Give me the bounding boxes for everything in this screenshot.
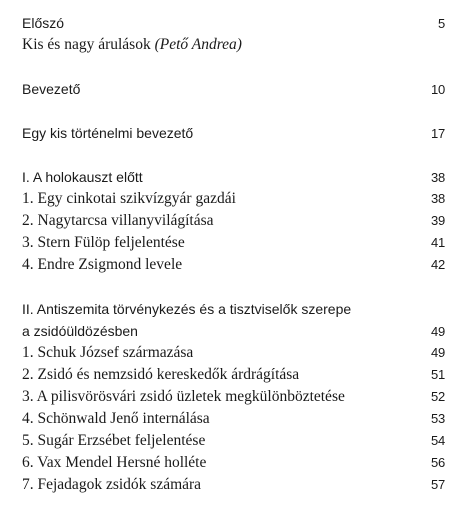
toc-entry-eloszo-subtitle [22, 34, 445, 56]
toc-page-number: 42 [430, 257, 445, 272]
toc-item [22, 254, 445, 276]
toc-item-title: 4. Endre Zsigmond levele [22, 256, 183, 273]
toc-page-number: 49 [430, 324, 445, 339]
toc-subtitle-text: Kis és nagy árulások [22, 36, 155, 53]
toc-page-number: 5 [437, 16, 445, 31]
toc-page-number: 17 [430, 126, 445, 141]
toc-page-number: 41 [430, 235, 445, 250]
toc-entry-title: Bevezető [22, 81, 81, 97]
toc-item-title: 2. Nagytarcsa villanyvilágítása [22, 212, 214, 229]
toc-entry-title: Előszó [22, 15, 65, 31]
table-of-contents [22, 12, 445, 496]
toc-page-number: 53 [430, 411, 445, 426]
toc-part-2-heading-line-2 [22, 320, 445, 342]
toc-subtitle [22, 34, 242, 56]
toc-entry-bevezeto [22, 78, 445, 100]
toc-page-number: 10 [430, 82, 445, 97]
toc-page-number: 49 [430, 345, 445, 360]
toc-item [22, 210, 445, 232]
toc-page-number: 39 [430, 213, 445, 228]
toc-item [22, 188, 445, 210]
toc-item [22, 452, 445, 474]
toc-subtitle-author: (Pető Andrea) [154, 36, 242, 53]
toc-item [22, 342, 445, 364]
toc-part-title: I. A holokauszt előtt [22, 169, 143, 185]
toc-part-title-continued: a zsidóüldözésben [22, 323, 138, 339]
toc-item [22, 408, 445, 430]
toc-item-title: 2. Zsidó és nemzsidó kereskedők árdrágítása [22, 366, 300, 383]
toc-item-title: 4. Schönwald Jenő internálása [22, 410, 210, 427]
toc-page-number: 52 [430, 389, 445, 404]
toc-item-title: 3. Stern Fülöp feljelentése [22, 234, 185, 251]
toc-item [22, 386, 445, 408]
toc-item-title: 7. Fejadagok zsidók számára [22, 476, 202, 493]
toc-item-title: 3. A pilisvörösvári zsidó üzletek megkülönböztetése [22, 388, 345, 405]
toc-item [22, 430, 445, 452]
toc-page-number: 57 [430, 477, 445, 492]
toc-page-number: 56 [430, 455, 445, 470]
toc-item-title: 5. Sugár Erzsébet feljelentése [22, 432, 206, 449]
toc-entry-eloszo [22, 12, 445, 34]
toc-item [22, 474, 445, 496]
toc-page-number: 51 [430, 367, 445, 382]
toc-part-title: II. Antiszemita törvénykezés és a tisztviselők szerepe [22, 301, 352, 317]
toc-item-title: 1. Egy cinkotai szikvízgyár gazdái [22, 190, 236, 207]
toc-page-number: 38 [430, 191, 445, 206]
toc-item-title: 6. Vax Mendel Hersné holléte [22, 454, 207, 471]
toc-page-number: 54 [430, 433, 445, 448]
toc-entry-tortenelmi [22, 122, 445, 144]
toc-part-2-heading-line-1 [22, 298, 445, 320]
toc-part-1-heading [22, 166, 445, 188]
toc-item [22, 364, 445, 386]
toc-item [22, 232, 445, 254]
toc-page-number: 38 [430, 170, 445, 185]
toc-item-title: 1. Schuk József származása [22, 344, 194, 361]
toc-entry-title: Egy kis történelmi bevezető [22, 125, 194, 141]
